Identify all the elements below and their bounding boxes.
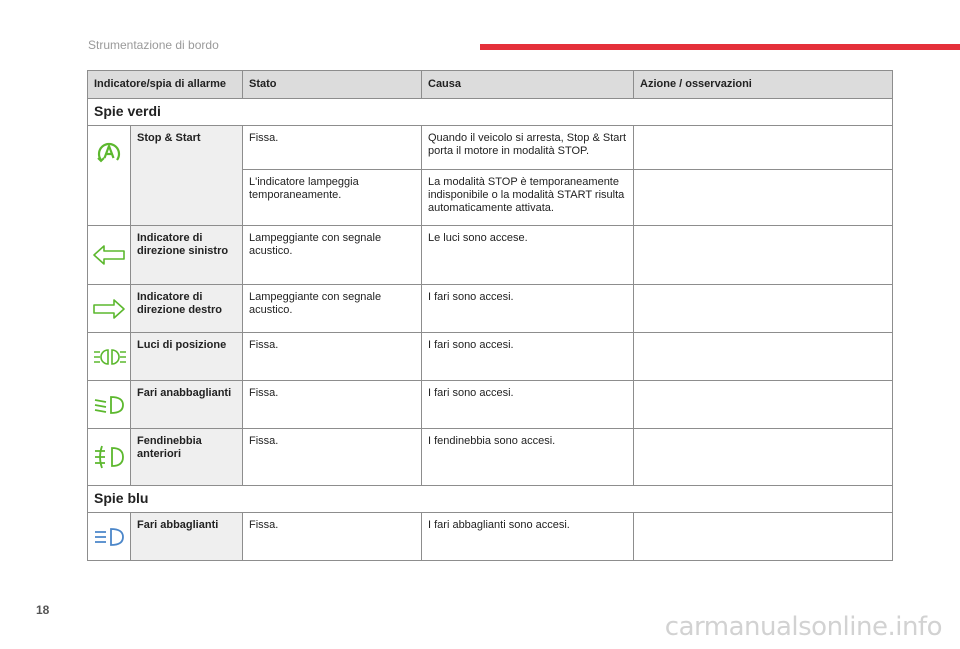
azione-cell [634,333,893,381]
header-azione: Azione / osservazioni [634,71,893,99]
page-header-title: Strumentazione di bordo [88,38,219,52]
causa-cell: Le luci sono accese. [422,226,634,285]
causa-cell: I fari sono accesi. [422,381,634,429]
right-turn-indicator-icon [88,285,131,333]
item-name: Luci di posizione [131,333,243,381]
stato-cell: Fissa. [243,333,422,381]
stato-cell: Lampeggiante con segnale acustico. [243,285,422,333]
main-beam-icon [88,513,131,561]
item-name: Fari anabbaglianti [131,381,243,429]
dipped-beam-icon [88,381,131,429]
table-row [88,513,893,561]
item-name: Indicatore di direzione sinistro [131,226,243,285]
causa-cell: La modalità STOP è temporaneamente indisponibile o la modalità START risulta automaticamente attivata. [422,170,634,226]
azione-cell [634,285,893,333]
left-turn-indicator-icon [88,226,131,285]
table-row [88,285,893,333]
table-row [88,333,893,381]
item-name: Indicatore di direzione destro [131,285,243,333]
causa-cell: I fendinebbia sono accesi. [422,429,634,486]
warning-lights-table [87,70,893,561]
azione-cell [634,381,893,429]
stato-cell: Fissa. [243,513,422,561]
stato-cell: L'indicatore lampeggia temporaneamente. [243,170,422,226]
header-causa: Causa [422,71,634,99]
stato-cell: Fissa. [243,381,422,429]
table-header-row [88,71,893,99]
stato-cell: Lampeggiante con segnale acustico. [243,226,422,285]
azione-cell [634,126,893,170]
table-row [88,381,893,429]
azione-cell [634,429,893,486]
item-name: Fendinebbia anteriori [131,429,243,486]
azione-cell [634,170,893,226]
front-fog-lights-icon [88,429,131,486]
table-row [88,126,893,170]
header-stato: Stato [243,71,422,99]
causa-cell: I fari sono accesi. [422,333,634,381]
causa-cell: Quando il veicolo si arresta, Stop & Start porta il motore in modalità STOP. [422,126,634,170]
header-accent-bar [480,44,960,50]
section-title: Spie blu [88,486,893,513]
causa-cell: I fari abbaglianti sono accesi. [422,513,634,561]
item-name: Stop & Start [131,126,243,226]
section-row-blue [88,486,893,513]
stato-cell: Fissa. [243,429,422,486]
position-lights-icon [88,333,131,381]
watermark: carmanualsonline.info [664,612,942,642]
item-name: Fari abbaglianti [131,513,243,561]
section-row-green [88,99,893,126]
stato-cell: Fissa. [243,126,422,170]
stop-start-icon [88,126,131,226]
page-number: 18 [36,603,50,617]
table-row [88,429,893,486]
table-row [88,226,893,285]
azione-cell [634,513,893,561]
header-indicatore: Indicatore/spia di allarme [88,71,243,99]
causa-cell: I fari sono accesi. [422,285,634,333]
azione-cell [634,226,893,285]
section-title: Spie verdi [88,99,893,126]
